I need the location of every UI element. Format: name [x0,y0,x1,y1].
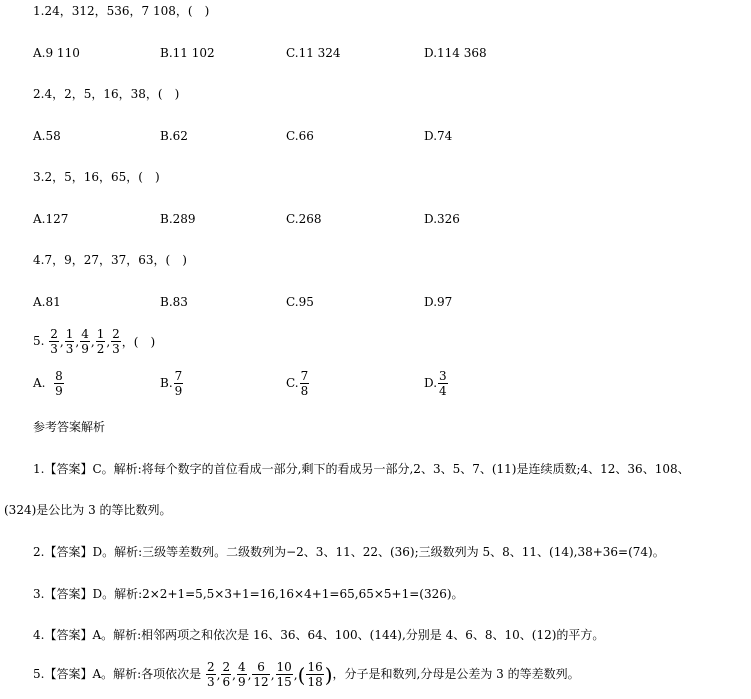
question-5-option-a [33,366,65,400]
q5-fraction-1 [49,327,59,356]
a5-fraction-5 [276,660,293,689]
denominator: 9 [174,384,183,398]
a5-fraction-4 [252,660,269,689]
q5-fraction-2 [65,327,75,356]
numerator: 6 [257,660,265,674]
q5-fraction-4 [96,327,106,356]
question-3-option-d: D.326 [424,212,460,226]
question-1-option-c: C.11 324 [286,46,341,60]
separator: , [75,334,80,349]
question-4-stem: 4.7，9，27，37，63，( ) [33,253,187,267]
answer-5-suffix: ，分子是和数列,分母是公差为 3 的等差数列。 [332,667,580,681]
denominator: 3 [50,342,58,356]
question-3-stem: 3.2，5，16，65，( ) [33,170,160,184]
question-4-option-b: B.83 [160,295,188,309]
q5-fraction-5 [111,327,121,356]
denominator: 3 [112,342,120,356]
denominator: 4 [439,384,447,398]
option-fraction [438,369,448,398]
numerator: 2 [222,660,231,674]
answer-5: 5.【答案】A。解析:各项依次是 $\frac{2}{3}$ , $\frac{2}{6}$ , $\frac{4}{9}$ , $\frac{6}{12}$ , $\frac{10}{15}$ ,( $\frac{16}{18}$ )，分子是和数列,分母是公差为 3 的等差数列。 [33,657,580,692]
question-4-option-a: A.81 [33,295,61,309]
question-4-option-d: D.97 [424,295,453,309]
numerator: 16 [307,660,323,674]
numerator: 2 [207,660,215,674]
numerator: 7 [300,369,309,383]
question-2-option-c: C.66 [286,129,314,143]
numerator: 1 [96,327,105,341]
question-3-option-c: C.268 [286,212,322,226]
separator: , [216,667,221,682]
denominator: 15 [276,675,292,689]
question-3-option-a: A.127 [33,212,69,226]
denominator: 2 [96,342,105,356]
a5-fraction-2 [221,660,231,689]
question-2-stem: 2.4，2，5，16，38，( ) [33,87,180,101]
separator: , [293,667,298,682]
separator: , [106,334,111,349]
q5-fraction-3 [80,327,90,356]
numerator: 8 [55,369,63,383]
separator: , [270,667,275,682]
numerator: 1 [65,327,74,341]
question-2-option-a: A.58 [33,129,61,143]
a5-fraction-1 [206,660,216,689]
separator: , [90,334,95,349]
numerator: 3 [439,369,447,383]
numerator: 4 [237,660,246,674]
question-5-number: 5. [33,334,45,348]
question-2-option-b: B.62 [160,129,188,143]
denominator: 8 [300,384,309,398]
question-1-stem: 1.24，312，536，7 108，( ) [33,4,210,18]
answer-3: 3.【答案】D。解析:2×2+1=5,5×3+1=16,16×4+1=65,65×5+1=(326)。 [33,587,464,601]
option-fraction [54,369,64,398]
denominator: 12 [253,675,269,689]
denominator: 18 [307,675,323,689]
question-5-option-b [160,366,184,400]
numerator: 10 [276,660,292,674]
question-1-option-b: B.11 102 [160,46,215,60]
question-5-option-c [286,366,310,400]
answer-1-line-1: 1.【答案】C。解析:将每个数字的首位看成一部分,剩下的看成另一部分,2、3、5、7、(11)是连续质数;4、12、36、108、 [33,462,690,476]
numerator: 2 [112,327,120,341]
denominator: 9 [55,384,63,398]
separator: , [232,667,236,682]
question-3-option-b: B.289 [160,212,196,226]
answers-heading: 参考答案解析 [33,420,106,434]
question-5-stem [33,324,155,359]
numerator: 2 [50,327,58,341]
answer-5-prefix: 5.【答案】A。解析:各项依次是 [33,667,202,681]
denominator: 3 [207,675,215,689]
answer-1-line-2: (324)是公比为 3 的等比数列。 [4,503,172,517]
a5-blank-fraction [306,660,323,689]
question-1-option-d: D.114 368 [424,46,487,60]
option-label: A. [33,376,46,390]
question-2-option-d: D.74 [424,129,453,143]
denominator: 3 [65,342,74,356]
denominator: 6 [222,675,231,689]
question-4-option-c: C.95 [286,295,314,309]
numerator: 7 [174,369,183,383]
answer-blank: ，( ) [121,334,156,349]
option-fraction [300,369,310,398]
option-label: D. [424,376,438,390]
option-fraction [174,369,184,398]
option-label: C. [286,376,299,390]
question-1-option-a: A.9 110 [33,46,80,60]
denominator: 9 [237,675,246,689]
question-5-option-d [424,366,449,400]
a5-fraction-3 [237,660,247,689]
numerator: 4 [81,327,89,341]
separator: , [59,334,64,349]
answer-2: 2.【答案】D。解析:三级等差数列。二级数列为−2、3、11、22、(36);三级数列为 5、8、11、(14),38+36=(74)。 [33,545,665,559]
separator: , [247,667,252,682]
option-label: B. [160,376,173,390]
denominator: 9 [81,342,89,356]
answer-4: 4.【答案】A。解析:相邻两项之和依次是 16、36、64、100、(144),分别是 4、6、8、10、(12)的平方。 [33,628,605,642]
